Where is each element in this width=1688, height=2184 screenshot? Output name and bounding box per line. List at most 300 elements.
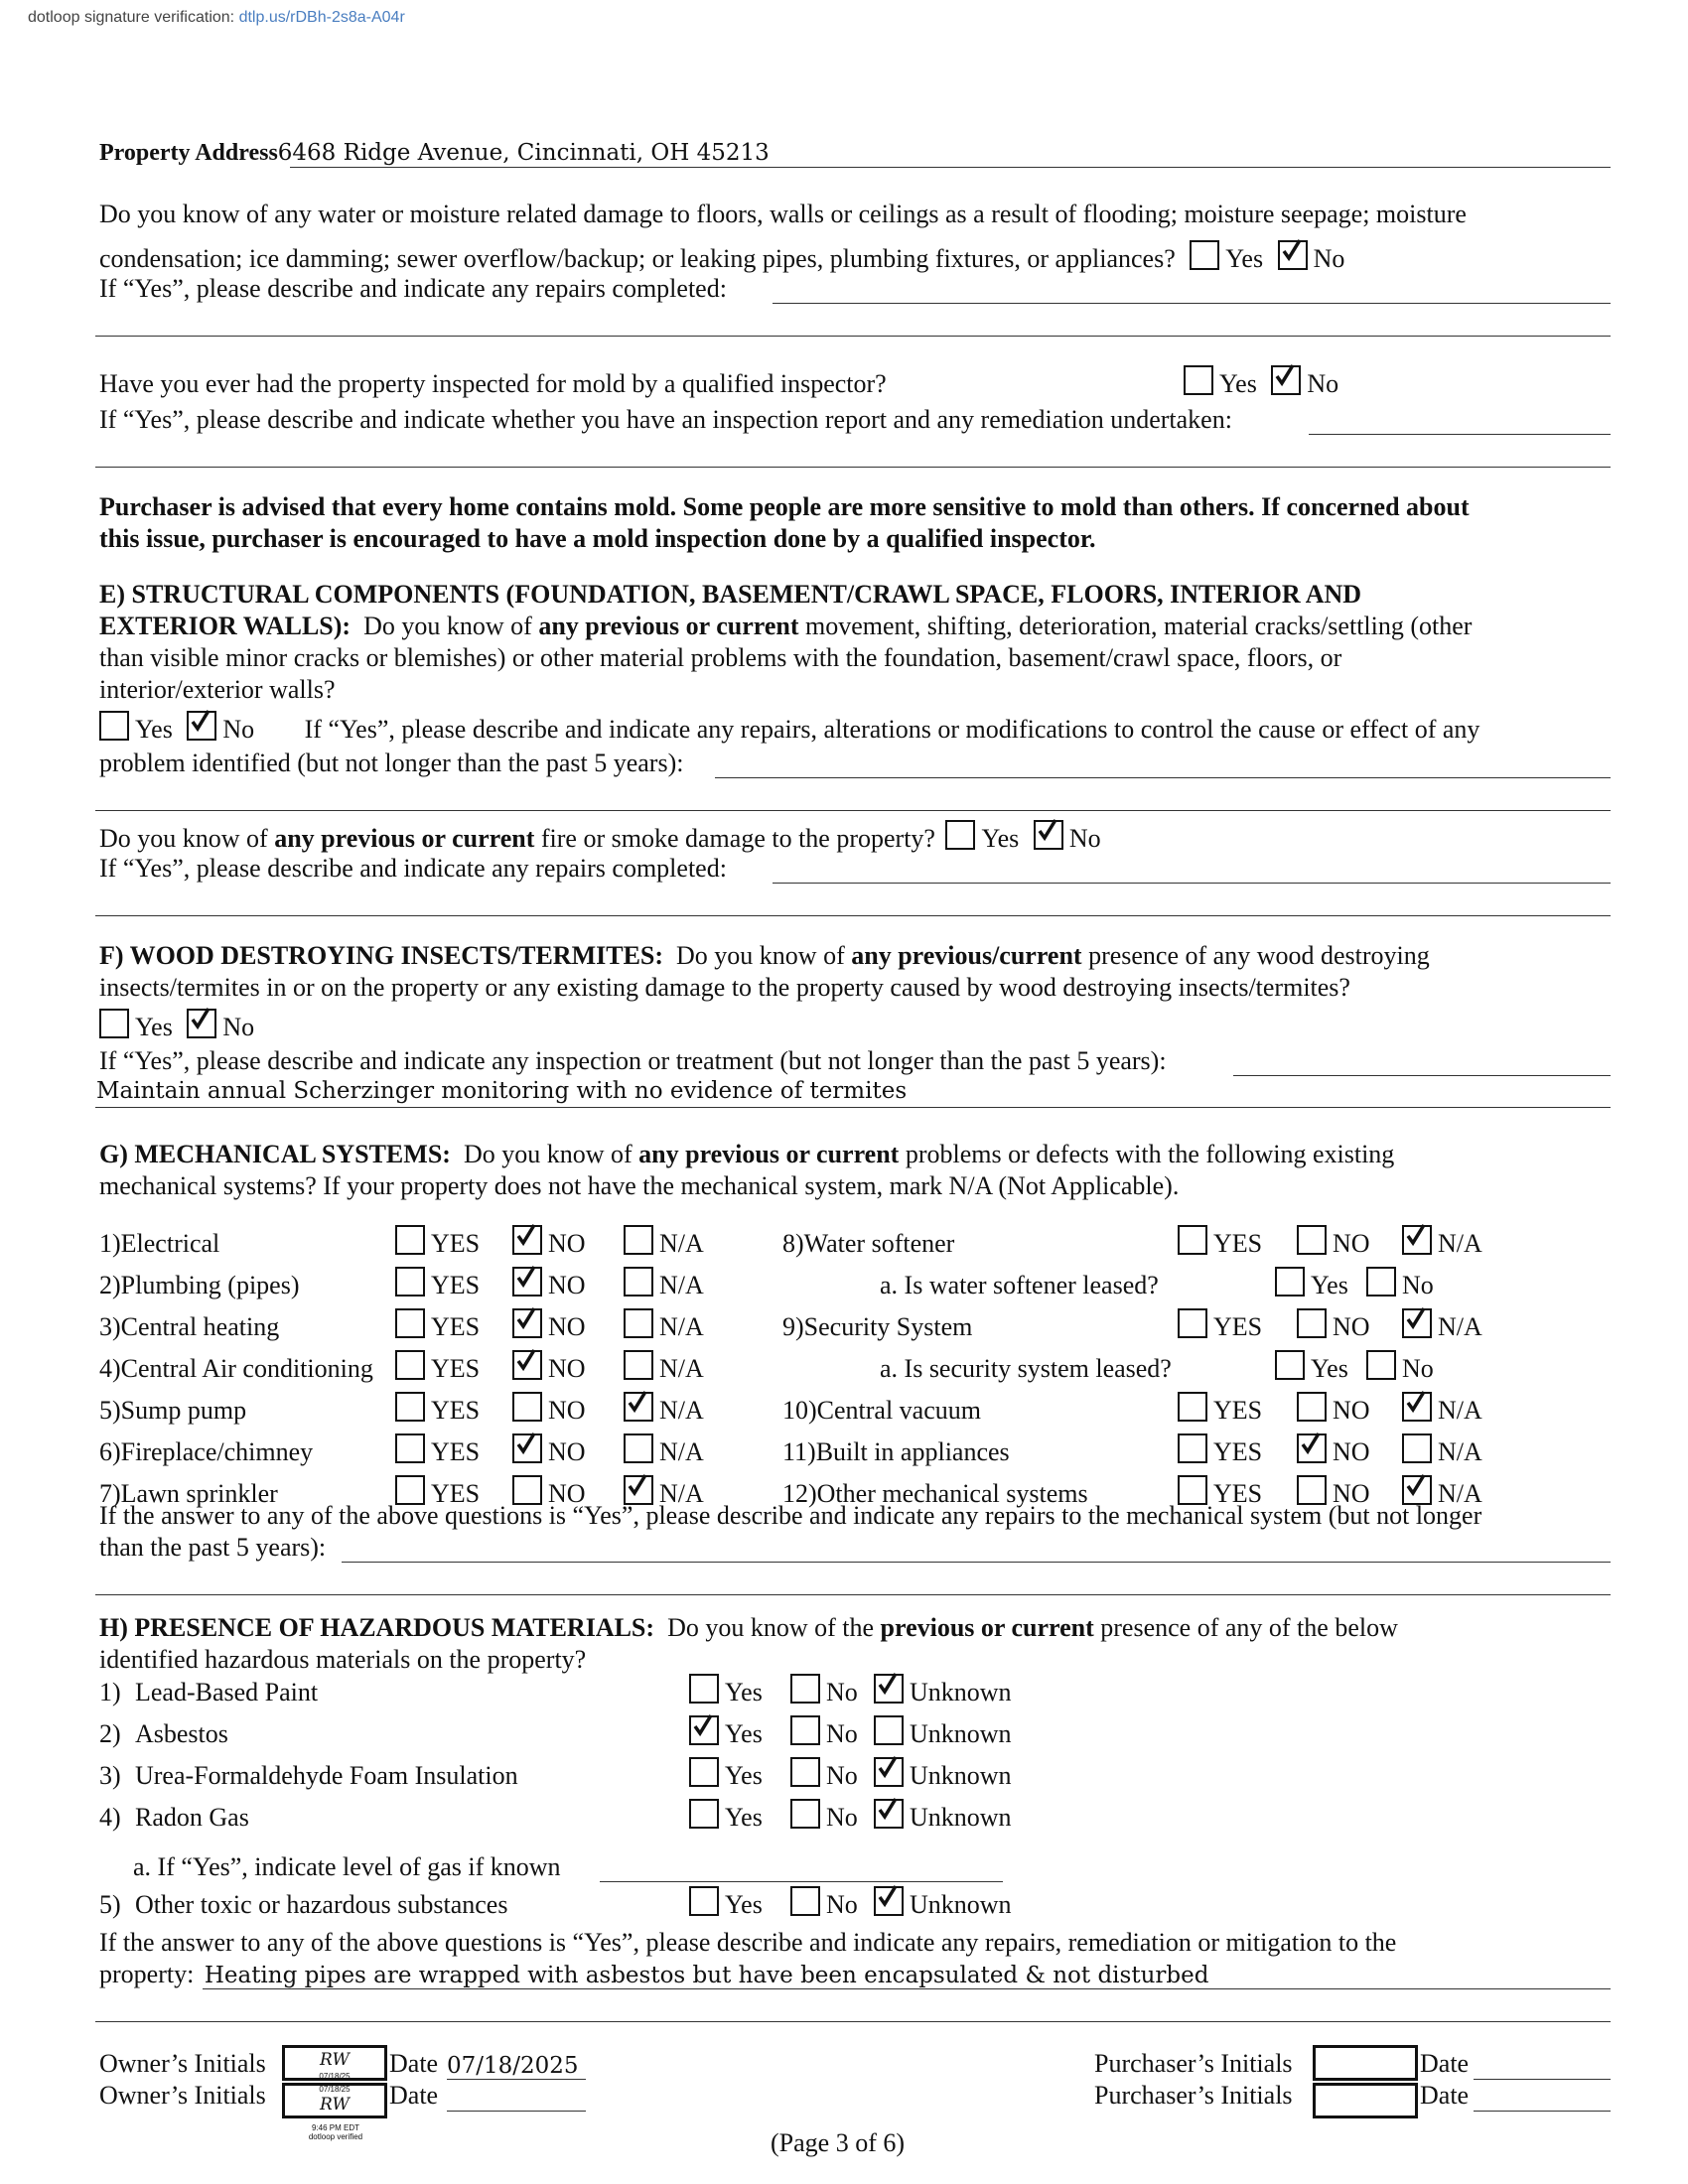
mechanical-no-option[interactable] bbox=[512, 1392, 624, 1424]
mechanical-yes-option[interactable] bbox=[395, 1392, 512, 1424]
mechanical-na-option-label: N/A bbox=[659, 1437, 704, 1466]
checkbox-icon[interactable] bbox=[624, 1225, 653, 1255]
checked-checkbox-icon[interactable] bbox=[512, 1433, 542, 1463]
mechanical-no-option[interactable] bbox=[512, 1225, 624, 1257]
mechanical-row bbox=[880, 1267, 1434, 1298]
mechanical-no-option[interactable] bbox=[1297, 1392, 1402, 1424]
checked-checkbox-icon[interactable] bbox=[874, 1674, 904, 1704]
termites-describe-label: If “Yes”, please describe and indicate any inspection or treatment (but not longer than the past 5 years): bbox=[99, 1046, 1167, 1075]
mechanical-row bbox=[99, 1392, 704, 1424]
owner-initials-mark-1: RW bbox=[320, 2050, 350, 2070]
checked-checkbox-icon[interactable] bbox=[512, 1225, 542, 1255]
owner-date-line-1 bbox=[447, 2079, 586, 2080]
mechanical-yes-option-label: YES bbox=[1213, 1396, 1263, 1425]
hazardous-yes-option[interactable] bbox=[689, 1886, 790, 1918]
checkbox-icon[interactable] bbox=[395, 1392, 425, 1422]
checkbox-icon[interactable] bbox=[689, 1886, 719, 1916]
purchaser-date-line-2[interactable] bbox=[1474, 2111, 1611, 2112]
checkbox-icon[interactable] bbox=[395, 1308, 425, 1338]
mechanical-item-label: a. Is water softener leased? bbox=[880, 1271, 1159, 1299]
checkbox-icon[interactable] bbox=[689, 1799, 719, 1829]
checkbox-icon[interactable] bbox=[689, 1674, 719, 1704]
verification-label bbox=[28, 10, 405, 26]
mechanical-q-part1: Do you know of bbox=[463, 1140, 633, 1168]
mechanical-na-option-label: N/A bbox=[659, 1354, 704, 1383]
hazardous-q-part1: Do you know of the bbox=[667, 1613, 875, 1642]
hazardous-item-label: Asbestos bbox=[135, 1719, 228, 1748]
purchaser-date-line-1[interactable] bbox=[1474, 2079, 1611, 2080]
mechanical-title: G) MECHANICAL SYSTEMS: bbox=[99, 1140, 451, 1168]
checkbox-icon[interactable] bbox=[790, 1799, 820, 1829]
mechanical-describe-line[interactable] bbox=[342, 1562, 1611, 1563]
owner-date-line-2 bbox=[447, 2111, 586, 2112]
structural-q-part1: Do you know of bbox=[363, 612, 532, 640]
hazardous-no-option[interactable] bbox=[790, 1715, 874, 1747]
hazardous-row bbox=[99, 1757, 1012, 1789]
mechanical-na-option-label: N/A bbox=[1438, 1312, 1482, 1341]
structural-question-line3: than visible minor cracks or blemishes) or other material problems with the foundation, basement/crawl space, floors, or bbox=[99, 643, 1342, 672]
checked-checkbox-icon[interactable] bbox=[1278, 240, 1308, 270]
mechanical-sub-yes-option-label: Yes bbox=[1311, 1271, 1348, 1299]
termites-title-row bbox=[99, 943, 1430, 969]
structural-yes-option[interactable] bbox=[99, 711, 173, 743]
checkbox-icon[interactable] bbox=[1178, 1308, 1207, 1338]
owner-date-label-1: Date bbox=[389, 2049, 439, 2078]
termites-response[interactable]: Maintain annual Scherzinger monitoring with no evidence of termites bbox=[96, 1078, 908, 1104]
hazardous-unknown-option[interactable] bbox=[874, 1674, 1012, 1706]
mechanical-na-option[interactable] bbox=[624, 1225, 704, 1257]
owner-date-label-2: Date bbox=[389, 2081, 439, 2110]
mechanical-sub-no-option[interactable] bbox=[1366, 1267, 1434, 1298]
termites-answer-row bbox=[99, 1009, 254, 1040]
hazardous-describe-line2: property: bbox=[99, 1960, 195, 1988]
hazardous-no-option[interactable] bbox=[790, 1799, 874, 1831]
hazardous-yes-option[interactable] bbox=[689, 1799, 790, 1831]
checkbox-icon[interactable] bbox=[1178, 1433, 1207, 1463]
mechanical-yes-option[interactable] bbox=[1178, 1225, 1297, 1257]
verification-link[interactable]: dtlp.us/rDBh-2s8a-A04r bbox=[238, 9, 405, 26]
owner-date-value-1[interactable]: 07/18/2025 bbox=[447, 2053, 579, 2079]
checkbox-icon[interactable] bbox=[790, 1757, 820, 1787]
hazardous-title: H) PRESENCE OF HAZARDOUS MATERIALS: bbox=[99, 1613, 655, 1642]
checkbox-icon[interactable] bbox=[1190, 240, 1219, 270]
checkbox-icon[interactable] bbox=[1297, 1308, 1327, 1338]
mechanical-yes-option[interactable] bbox=[1178, 1308, 1297, 1340]
mechanical-item-label: 12)Other mechanical systems bbox=[782, 1479, 1088, 1508]
termites-describe-line[interactable] bbox=[1233, 1075, 1611, 1076]
purchaser-date-label-2: Date bbox=[1420, 2081, 1470, 2110]
hazardous-yes-option[interactable] bbox=[689, 1674, 790, 1706]
mechanical-item-label: 2)Plumbing (pipes) bbox=[99, 1271, 300, 1299]
structural-title-line1: E) STRUCTURAL COMPONENTS (FOUNDATION, BASEMENT/CRAWL SPACE, FLOORS, INTERIOR AND bbox=[99, 580, 1362, 609]
mechanical-no-option[interactable] bbox=[512, 1308, 624, 1340]
mechanical-item-label: 5)Sump pump bbox=[99, 1396, 247, 1425]
mechanical-no-option[interactable] bbox=[512, 1267, 624, 1298]
owner-initials-box-1[interactable] bbox=[282, 2045, 387, 2081]
mechanical-na-option[interactable] bbox=[624, 1267, 704, 1298]
checkbox-icon[interactable] bbox=[395, 1350, 425, 1380]
mechanical-q-part2: problems or defects with the following existing bbox=[905, 1140, 1395, 1168]
mechanical-yes-option[interactable] bbox=[395, 1267, 512, 1298]
checkbox-icon[interactable] bbox=[945, 820, 975, 850]
checkbox-icon[interactable] bbox=[1184, 365, 1213, 395]
mechanical-no-option[interactable] bbox=[1297, 1308, 1402, 1340]
verification-label-text: dotloop signature verification: bbox=[28, 9, 235, 26]
mold-question: Have you ever had the property inspected for mold by a qualified inspector? bbox=[99, 369, 887, 398]
owner-initials-stamp-date-2: 07/18/25 bbox=[319, 2085, 351, 2094]
mechanical-divider bbox=[95, 1594, 1611, 1595]
mechanical-na-option-label: N/A bbox=[659, 1271, 704, 1299]
mechanical-no-option-label: NO bbox=[1333, 1396, 1370, 1425]
structural-describe-line[interactable] bbox=[715, 777, 1611, 778]
checkbox-icon[interactable] bbox=[790, 1674, 820, 1704]
checkbox-icon[interactable] bbox=[1178, 1392, 1207, 1422]
checked-checkbox-icon[interactable] bbox=[1402, 1225, 1432, 1255]
hazardous-unknown-option[interactable] bbox=[874, 1757, 1012, 1789]
hazardous-row bbox=[99, 1674, 1012, 1706]
mechanical-item-label: 9)Security System bbox=[782, 1312, 973, 1341]
structural-question-line4: interior/exterior walls? bbox=[99, 675, 336, 704]
mechanical-title-row bbox=[99, 1142, 1394, 1167]
checkbox-icon[interactable] bbox=[790, 1715, 820, 1745]
hazardous-yes-option-label: Yes bbox=[725, 1678, 763, 1706]
mechanical-na-option[interactable] bbox=[1402, 1308, 1482, 1340]
fire-yes-option[interactable] bbox=[941, 820, 1019, 852]
advisory-line2: this issue, purchaser is encouraged to have a mold inspection done by a qualified inspector. bbox=[99, 524, 1096, 553]
mechanical-na-option-label: N/A bbox=[659, 1229, 704, 1258]
termites-yes-option[interactable] bbox=[99, 1009, 173, 1040]
checkbox-icon[interactable] bbox=[624, 1433, 653, 1463]
checkbox-icon[interactable] bbox=[1366, 1267, 1396, 1297]
checkbox-icon[interactable] bbox=[512, 1392, 542, 1422]
fire-q-part2: fire or smoke damage to the property? bbox=[540, 824, 935, 853]
water-divider bbox=[95, 336, 1611, 337]
termites-no-option[interactable] bbox=[179, 1009, 254, 1040]
mechanical-yes-option-label: YES bbox=[431, 1396, 481, 1425]
termites-question-line2: insects/termites in or on the property or any existing damage to the property caused by wood destroying insects/termites? bbox=[99, 973, 1350, 1002]
mechanical-no-option-label: NO bbox=[1333, 1479, 1370, 1508]
property-address-underline bbox=[290, 167, 1611, 168]
fire-q-bold: any previous or current bbox=[274, 824, 535, 853]
checkbox-icon[interactable] bbox=[395, 1267, 425, 1297]
hazardous-item-label: Lead-Based Paint bbox=[135, 1678, 319, 1706]
mechanical-yes-option[interactable] bbox=[1178, 1433, 1297, 1465]
mechanical-no-option[interactable] bbox=[1297, 1433, 1402, 1465]
mechanical-no-option-label: NO bbox=[1333, 1437, 1370, 1466]
checked-checkbox-icon[interactable] bbox=[187, 1009, 216, 1038]
termites-yes-label: Yes bbox=[135, 1013, 173, 1041]
owner-initials-box-2[interactable] bbox=[282, 2083, 387, 2118]
purchaser-initials-label-1: Purchaser’s Initials bbox=[1094, 2049, 1293, 2078]
mechanical-sub-yes-option[interactable] bbox=[1275, 1350, 1366, 1382]
checked-checkbox-icon[interactable] bbox=[1271, 365, 1301, 395]
mechanical-describe-line2: than the past 5 years): bbox=[99, 1533, 327, 1562]
checked-checkbox-icon[interactable] bbox=[187, 711, 216, 741]
checkbox-icon[interactable] bbox=[1275, 1350, 1305, 1380]
checkbox-icon[interactable] bbox=[395, 1225, 425, 1255]
structural-q-part2: movement, shifting, deterioration, material cracks/settling (other bbox=[804, 612, 1473, 640]
mechanical-yes-option[interactable] bbox=[395, 1433, 512, 1465]
checkbox-icon[interactable] bbox=[624, 1267, 653, 1297]
checked-checkbox-icon[interactable] bbox=[874, 1886, 904, 1916]
termites-title: F) WOOD DESTROYING INSECTS/TERMITES: bbox=[99, 941, 664, 970]
checkbox-icon[interactable] bbox=[689, 1757, 719, 1787]
checkbox-icon[interactable] bbox=[624, 1308, 653, 1338]
hazardous-yes-option-label: Yes bbox=[725, 1719, 763, 1748]
checked-checkbox-icon[interactable] bbox=[1297, 1433, 1327, 1463]
mechanical-item-label: 8)Water softener bbox=[782, 1229, 955, 1258]
mechanical-yes-option-label: YES bbox=[431, 1354, 481, 1383]
checkbox-icon[interactable] bbox=[1297, 1225, 1327, 1255]
structural-title-line2: EXTERIOR WALLS): bbox=[99, 612, 352, 640]
property-address-value[interactable]: 6468 Ridge Avenue, Cincinnati, OH 45213 bbox=[277, 140, 770, 166]
fire-no-option[interactable] bbox=[1026, 820, 1101, 852]
fire-divider bbox=[95, 915, 1611, 916]
mechanical-item-label: 6)Fireplace/chimney bbox=[99, 1437, 314, 1466]
checked-checkbox-icon[interactable] bbox=[874, 1799, 904, 1829]
checkbox-icon[interactable] bbox=[1297, 1392, 1327, 1422]
structural-yes-label: Yes bbox=[135, 715, 173, 744]
purchaser-date-label-1: Date bbox=[1420, 2049, 1470, 2078]
checked-checkbox-icon[interactable] bbox=[624, 1392, 653, 1422]
termites-q-part1: Do you know of bbox=[676, 941, 845, 970]
hazardous-item-number: 1) bbox=[99, 1678, 121, 1706]
checkbox-icon[interactable] bbox=[1402, 1433, 1432, 1463]
structural-answer-row bbox=[99, 711, 1479, 743]
mechanical-na-option-label: N/A bbox=[659, 1479, 704, 1508]
checked-checkbox-icon[interactable] bbox=[512, 1308, 542, 1338]
hazardous-row bbox=[99, 1886, 1012, 1918]
hazardous-no-option[interactable] bbox=[790, 1886, 874, 1918]
page-number: (Page 3 of 6) bbox=[771, 2128, 906, 2157]
mechanical-item-label: 3)Central heating bbox=[99, 1312, 280, 1341]
dotloop-stamp bbox=[296, 2124, 375, 2142]
termites-response-line bbox=[95, 1107, 1611, 1108]
mechanical-row bbox=[782, 1433, 1482, 1465]
hazardous-item-number: 3) bbox=[99, 1761, 121, 1790]
mechanical-no-option-label: NO bbox=[548, 1271, 586, 1299]
structural-describe-line2: problem identified (but not longer than the past 5 years): bbox=[99, 749, 684, 777]
mechanical-no-option-label: NO bbox=[1333, 1312, 1370, 1341]
mechanical-item-label: 7)Lawn sprinkler bbox=[99, 1479, 278, 1508]
mechanical-no-option[interactable] bbox=[1297, 1225, 1402, 1257]
mechanical-no-option[interactable] bbox=[512, 1433, 624, 1465]
structural-no-option[interactable] bbox=[179, 711, 254, 743]
hazardous-unknown-option-label: Unknown bbox=[910, 1803, 1012, 1832]
hazardous-item-label: Other toxic or hazardous substances bbox=[135, 1890, 508, 1919]
mechanical-yes-option[interactable] bbox=[395, 1225, 512, 1257]
mechanical-no-option-label: NO bbox=[548, 1312, 586, 1341]
hazardous-unknown-option[interactable] bbox=[874, 1799, 1012, 1831]
fire-describe-line[interactable] bbox=[773, 883, 1611, 884]
owner-initials-label-1: Owner’s Initials bbox=[99, 2049, 266, 2078]
owner-initials-label-2: Owner’s Initials bbox=[99, 2081, 266, 2110]
mechanical-yes-option-label: YES bbox=[1213, 1229, 1263, 1258]
purchaser-initials-box-2[interactable] bbox=[1313, 2083, 1418, 2118]
hazardous-item-label: Urea-Formaldehyde Foam Insulation bbox=[135, 1761, 518, 1790]
mold-yes-option[interactable] bbox=[1184, 365, 1257, 397]
hazardous-yes-option-label: Yes bbox=[725, 1761, 763, 1790]
mechanical-yes-option-label: YES bbox=[1213, 1437, 1263, 1466]
structural-question-line2 bbox=[99, 614, 1472, 639]
checked-checkbox-icon[interactable] bbox=[512, 1267, 542, 1297]
hazardous-row bbox=[99, 1799, 1012, 1831]
water-describe-line[interactable] bbox=[773, 303, 1611, 304]
checkbox-icon[interactable] bbox=[790, 1886, 820, 1916]
structural-no-label: No bbox=[222, 715, 255, 744]
checked-checkbox-icon[interactable] bbox=[512, 1350, 542, 1380]
termites-no-label: No bbox=[222, 1013, 255, 1041]
hazardous-no-option-label: No bbox=[826, 1803, 858, 1832]
mechanical-yes-option-label: YES bbox=[1213, 1479, 1263, 1508]
water-no-label: No bbox=[1313, 244, 1345, 273]
mechanical-na-option[interactable] bbox=[1402, 1225, 1482, 1257]
stamp-time: 9:46 PM EDT bbox=[311, 2123, 359, 2132]
mechanical-no-option-label: NO bbox=[548, 1354, 586, 1383]
checkbox-icon[interactable] bbox=[1275, 1267, 1305, 1297]
mechanical-na-option[interactable] bbox=[624, 1308, 704, 1340]
mechanical-row bbox=[880, 1350, 1434, 1382]
mechanical-na-option-label: N/A bbox=[1438, 1479, 1482, 1508]
mold-divider bbox=[95, 467, 1611, 468]
water-describe-label: If “Yes”, please describe and indicate any repairs completed: bbox=[99, 274, 727, 303]
mechanical-sub-yes-option[interactable] bbox=[1275, 1267, 1366, 1298]
hazardous-describe-row2 bbox=[99, 1962, 1208, 1987]
mechanical-yes-option[interactable] bbox=[395, 1308, 512, 1340]
hazardous-yes-option[interactable] bbox=[689, 1715, 790, 1747]
mechanical-no-option-label: NO bbox=[1333, 1229, 1370, 1258]
mechanical-yes-option[interactable] bbox=[395, 1350, 512, 1382]
property-address-row bbox=[99, 139, 770, 165]
termites-q-part2: presence of any wood destroying bbox=[1088, 941, 1430, 970]
mechanical-no-option[interactable] bbox=[512, 1350, 624, 1382]
hazardous-describe-line1: If the answer to any of the above questions is “Yes”, please describe and indicate any repairs, remediation or mitigation to the bbox=[99, 1928, 1397, 1957]
checkbox-icon[interactable] bbox=[1366, 1350, 1396, 1380]
hazardous-no-option-label: No bbox=[826, 1719, 858, 1748]
mechanical-item-label: 11)Built in appliances bbox=[782, 1437, 1010, 1466]
hazardous-divider bbox=[95, 2021, 1611, 2022]
checkbox-icon[interactable] bbox=[1178, 1225, 1207, 1255]
hazardous-unknown-option-label: Unknown bbox=[910, 1761, 1012, 1790]
mechanical-na-option-label: N/A bbox=[1438, 1437, 1482, 1466]
hazardous-no-option[interactable] bbox=[790, 1757, 874, 1789]
structural-divider bbox=[95, 810, 1611, 811]
hazardous-unknown-option-label: Unknown bbox=[910, 1678, 1012, 1706]
checkbox-icon[interactable] bbox=[395, 1433, 425, 1463]
checked-checkbox-icon[interactable] bbox=[874, 1757, 904, 1787]
hazardous-response[interactable]: Heating pipes are wrapped with asbestos but have been encapsulated & not disturbed bbox=[204, 1963, 1209, 1988]
mechanical-na-option[interactable] bbox=[1402, 1392, 1482, 1424]
mechanical-row bbox=[99, 1350, 704, 1382]
mechanical-na-option-label: N/A bbox=[1438, 1229, 1482, 1258]
hazardous-q-bold: previous or current bbox=[880, 1613, 1094, 1642]
hazardous-no-option-label: No bbox=[826, 1761, 858, 1790]
water-question-text: condensation; ice damming; sewer overflow/backup; or leaking pipes, plumbing fixtures, or appliances? bbox=[99, 244, 1176, 273]
mechanical-sub-no-option[interactable] bbox=[1366, 1350, 1434, 1382]
mold-yes-label: Yes bbox=[1219, 369, 1257, 398]
mechanical-row bbox=[99, 1225, 704, 1257]
hazardous-yes-option-label: Yes bbox=[725, 1803, 763, 1832]
mechanical-sub-no-option-label: No bbox=[1402, 1271, 1434, 1299]
checked-checkbox-icon[interactable] bbox=[689, 1715, 719, 1745]
hazardous-no-option[interactable] bbox=[790, 1674, 874, 1706]
structural-q-bold: any previous or current bbox=[538, 612, 799, 640]
mechanical-na-option[interactable] bbox=[624, 1392, 704, 1424]
property-address-label: Property Address bbox=[99, 140, 278, 166]
mechanical-na-option[interactable] bbox=[624, 1433, 704, 1465]
radon-level-label: a. If “Yes”, indicate level of gas if known bbox=[133, 1852, 561, 1881]
mechanical-yes-option-label: YES bbox=[431, 1437, 481, 1466]
mechanical-yes-option-label: YES bbox=[431, 1312, 481, 1341]
mechanical-na-option-label: N/A bbox=[659, 1312, 704, 1341]
mechanical-row bbox=[782, 1308, 1482, 1340]
hazardous-unknown-option[interactable] bbox=[874, 1715, 1012, 1747]
mechanical-row bbox=[782, 1392, 1482, 1424]
hazardous-response-line bbox=[203, 1988, 1611, 1989]
stamp-verified: dotloop verified bbox=[308, 2131, 363, 2141]
owner-initials-stamp-date-1: 07/18/25 bbox=[319, 2072, 351, 2081]
purchaser-initials-box-1[interactable] bbox=[1313, 2045, 1418, 2081]
hazardous-yes-option[interactable] bbox=[689, 1757, 790, 1789]
water-yes-option[interactable] bbox=[1182, 240, 1263, 272]
owner-initials-mark-2: RW bbox=[320, 2095, 350, 2115]
fire-no-label: No bbox=[1068, 824, 1101, 853]
hazardous-item-number: 5) bbox=[99, 1890, 121, 1919]
mechanical-item-label: 1)Electrical bbox=[99, 1229, 220, 1258]
mold-describe-line[interactable] bbox=[1309, 434, 1611, 435]
mold-no-label: No bbox=[1307, 369, 1339, 398]
checkbox-icon[interactable] bbox=[99, 1009, 129, 1038]
checked-checkbox-icon[interactable] bbox=[1034, 820, 1063, 850]
fire-q-part1: Do you know of bbox=[99, 824, 268, 853]
mold-describe-label: If “Yes”, please describe and indicate whether you have an inspection report and any remediation undertaken: bbox=[99, 405, 1232, 434]
mechanical-na-option[interactable] bbox=[624, 1350, 704, 1382]
water-describe-row bbox=[99, 276, 727, 302]
hazardous-question-line2: identified hazardous materials on the property? bbox=[99, 1645, 587, 1674]
mold-no-option[interactable] bbox=[1263, 365, 1338, 397]
mechanical-row bbox=[99, 1433, 704, 1465]
radon-level-line[interactable] bbox=[600, 1881, 1003, 1882]
hazardous-unknown-option-label: Unknown bbox=[910, 1719, 1012, 1748]
fire-describe-label: If “Yes”, please describe and indicate any repairs completed: bbox=[99, 854, 727, 883]
checkbox-icon[interactable] bbox=[99, 711, 129, 741]
checked-checkbox-icon[interactable] bbox=[1402, 1392, 1432, 1422]
mechanical-sub-no-option-label: No bbox=[1402, 1354, 1434, 1383]
hazardous-unknown-option-label: Unknown bbox=[910, 1890, 1012, 1919]
hazardous-row bbox=[99, 1715, 1012, 1747]
mechanical-yes-option-label: YES bbox=[1213, 1312, 1263, 1341]
hazardous-unknown-option[interactable] bbox=[874, 1886, 1012, 1918]
water-question-line2 bbox=[99, 240, 1344, 272]
mechanical-na-option[interactable] bbox=[1402, 1433, 1482, 1465]
fire-question-row bbox=[99, 820, 1101, 852]
hazardous-item-number: 4) bbox=[99, 1803, 121, 1832]
mechanical-row bbox=[782, 1225, 1482, 1257]
hazardous-no-option-label: No bbox=[826, 1678, 858, 1706]
mechanical-yes-option-label: YES bbox=[431, 1229, 481, 1258]
mechanical-question-line2: mechanical systems? If your property does not have the mechanical system, mark N/A (Not Applicable). bbox=[99, 1171, 1180, 1200]
purchaser-initials-label-2: Purchaser’s Initials bbox=[1094, 2081, 1293, 2110]
mechanical-row bbox=[99, 1308, 704, 1340]
mechanical-yes-option[interactable] bbox=[1178, 1392, 1297, 1424]
water-no-option[interactable] bbox=[1270, 240, 1345, 272]
checked-checkbox-icon[interactable] bbox=[1402, 1308, 1432, 1338]
hazardous-no-option-label: No bbox=[826, 1890, 858, 1919]
advisory-line1: Purchaser is advised that every home contains mold. Some people are more sensitive to mold than others. If concerned about bbox=[99, 492, 1470, 521]
hazardous-title-row bbox=[99, 1615, 1398, 1641]
checkbox-icon[interactable] bbox=[874, 1715, 904, 1745]
checkbox-icon[interactable] bbox=[624, 1350, 653, 1380]
